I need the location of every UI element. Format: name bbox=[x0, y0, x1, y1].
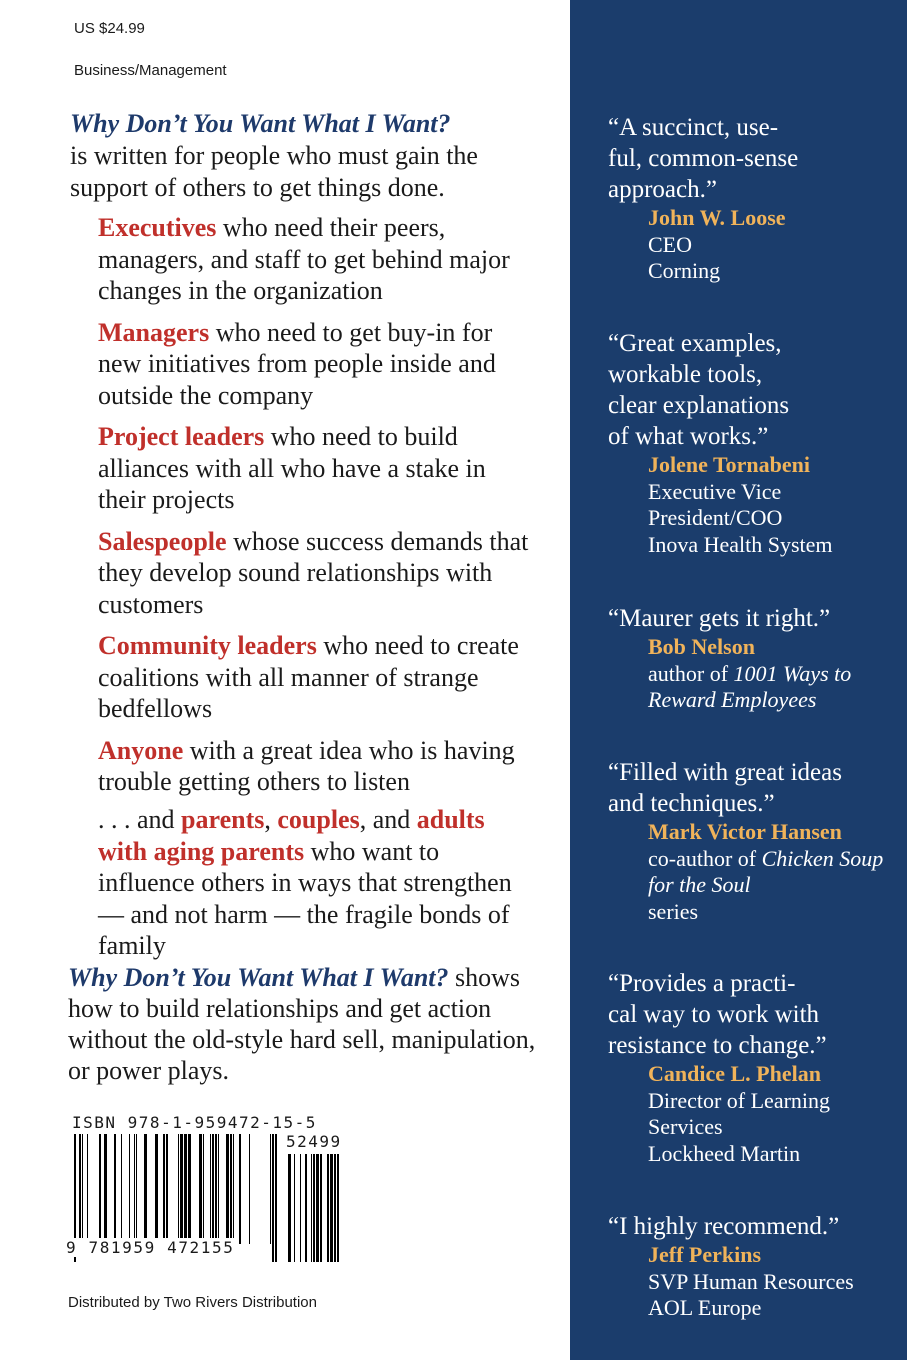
audience-list bbox=[98, 212, 538, 808]
isbn-text: ISBN 978-1-959472-15-5 bbox=[72, 1113, 317, 1132]
price-code: 52499 bbox=[286, 1132, 342, 1151]
endorsement bbox=[608, 328, 833, 558]
endorser-role: Executive Vice President/COO Inova Health System bbox=[648, 478, 833, 557]
list-item: Executives who need their peers, managers, and staff to get behind major changes in the organization bbox=[98, 213, 510, 305]
distributor: Distributed by Two Rivers Distribution bbox=[68, 1294, 317, 1311]
quote-text: “Great examples, workable tools, clear explanations of what works.” bbox=[608, 330, 790, 450]
endorsement bbox=[608, 757, 907, 925]
list-item: Community leaders who need to create coalitions with all manner of strange bedfellows bbox=[98, 631, 519, 723]
category: Business/Management bbox=[74, 62, 227, 79]
quote-text: “Filled with great ideas and techniques.” bbox=[608, 759, 842, 817]
quote-text: “I highly recommend.” bbox=[608, 1213, 840, 1240]
endorser-role: CEO Corning bbox=[648, 231, 721, 283]
book-title: Why Don’t You Want What I Want? bbox=[70, 109, 451, 138]
endorser-role: co-author of Chicken Soup for the Soul series bbox=[648, 845, 884, 924]
endorsements-panel bbox=[570, 0, 907, 1360]
list-item: Project leaders who need to build alliances with all who have a stake in their projects bbox=[98, 422, 486, 514]
endorser-role: SVP Human Resources AOL Europe bbox=[648, 1268, 854, 1320]
endorser-role: Director of Learning Services Lockheed Martin bbox=[648, 1087, 831, 1166]
endorsement bbox=[608, 603, 907, 714]
endorser-role: author of 1001 Ways to Reward Employees bbox=[648, 660, 852, 712]
book-title: Why Don’t You Want What I Want? bbox=[68, 963, 449, 992]
barcode-number: 9 781959 472155 bbox=[66, 1238, 235, 1257]
endorser-name: Candice L. Phelan bbox=[648, 1061, 821, 1086]
quote-text: “A succinct, use- ful, common-sense approach.” bbox=[608, 114, 799, 203]
endorsement bbox=[608, 1211, 854, 1322]
endorser-name: John W. Loose bbox=[648, 205, 786, 230]
endorsement bbox=[608, 968, 830, 1167]
endorser-name: Jolene Tornabeni bbox=[648, 452, 810, 477]
endorser-name: Mark Victor Hansen bbox=[648, 819, 842, 844]
endorsement bbox=[608, 112, 798, 285]
list-item: Managers who need to get buy-in for new initiatives from people inside and outside the company bbox=[98, 317, 496, 410]
intro-text: is written for people who must gain the support of others to get things done. bbox=[70, 141, 478, 202]
endorser-name: Bob Nelson bbox=[648, 634, 755, 659]
endorser-name: Jeff Perkins bbox=[648, 1242, 762, 1267]
price: US $24.99 bbox=[74, 20, 145, 37]
quote-text: “Provides a practi- cal way to work with resistance to change.” bbox=[608, 970, 827, 1059]
summary-paragraph: Why Don’t You Want What I Want? shows how to build relationships and get action without the old-style hard sell, manipulation, or power plays. bbox=[68, 963, 536, 1085]
list-item: Anyone with a great idea who is having trouble getting others to listen bbox=[98, 735, 515, 796]
list-item: Salespeople whose success demands that they develop sound relationships with customers bbox=[98, 526, 529, 619]
quote-text: “Maurer gets it right.” bbox=[608, 605, 831, 632]
closing-paragraph: . . . and parents, couples, and adults with aging parents who want to influence others in ways that strengthen — and not harm — the fragile bonds of family bbox=[98, 805, 512, 960]
intro-paragraph bbox=[70, 108, 550, 204]
